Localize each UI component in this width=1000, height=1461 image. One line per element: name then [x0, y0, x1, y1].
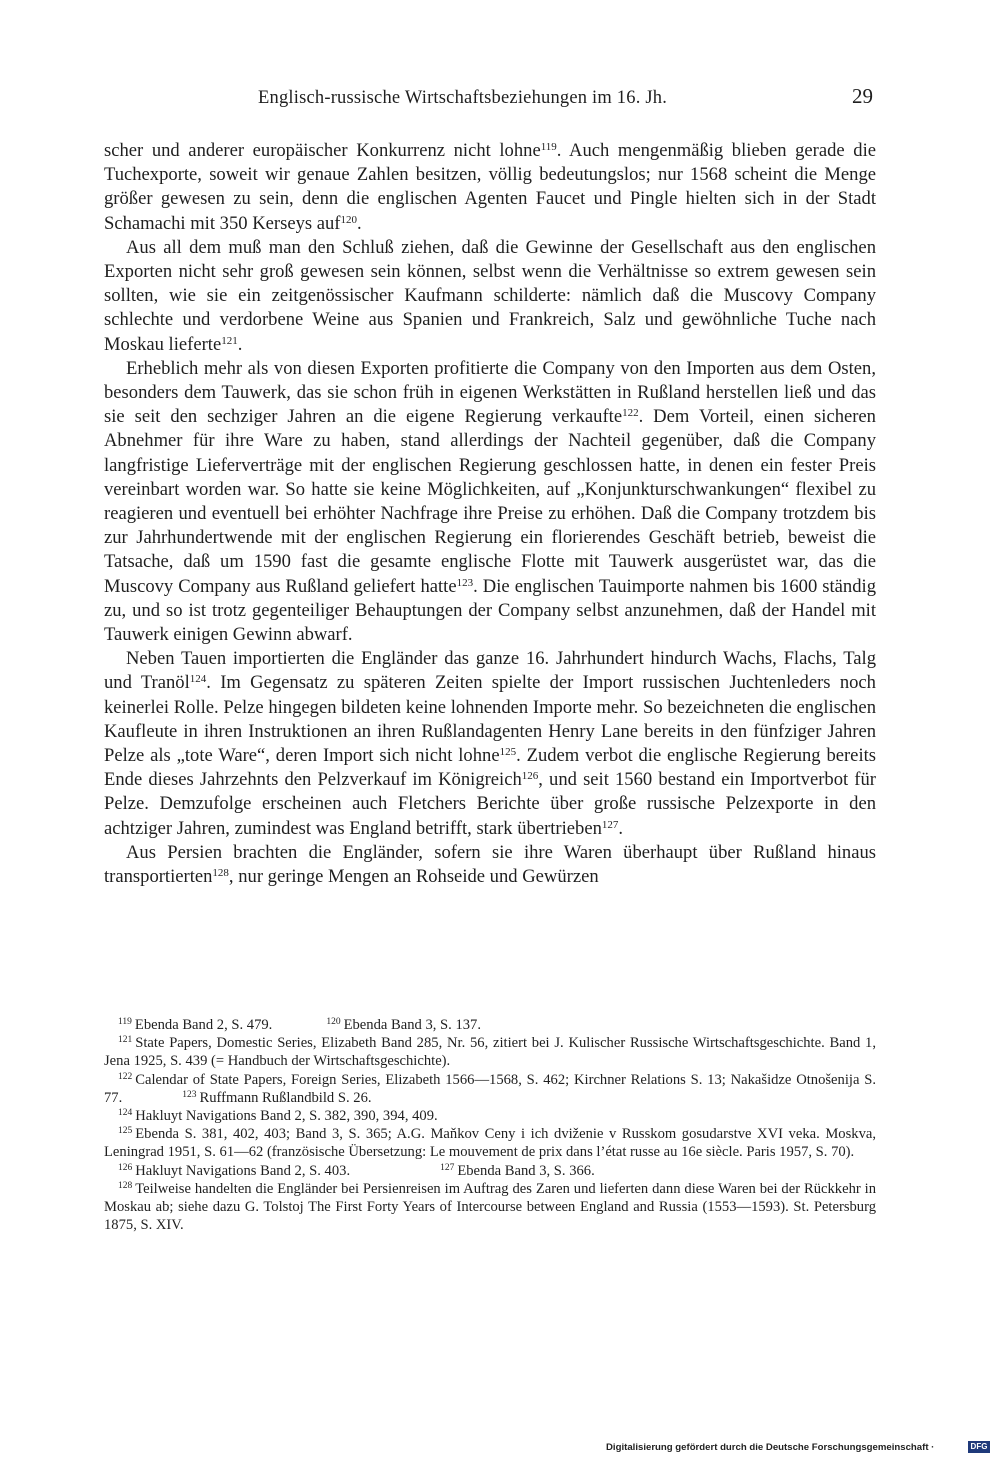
paragraph-2 — [104, 236, 876, 357]
footnote-number: 123 — [182, 1089, 197, 1100]
footnote-128: Teilweise handelten die Engländer bei Persienreisen im Auftrag des Zaren und lieferten dann diese Waren bei der Rückkehr in Moskau ab; siehe dazu G. Tolstoj The First Forty Years of Intercourse between England and Russia (1553—1593). St. Petersburg 1875, S. XIV. — [104, 1180, 876, 1234]
footnote-number: 121 — [118, 1035, 133, 1046]
footnote-ref-121: 121 — [221, 334, 238, 347]
footnote-row-124 — [104, 1107, 876, 1125]
footnote-ref-127: 127 — [601, 818, 619, 831]
text-run: . — [618, 817, 624, 839]
footnote-ref-128: 128 — [212, 867, 229, 880]
footnotes — [104, 1016, 876, 1234]
text-run: Aus Persien brachten die Engländer, sofern sie ihre Waren überhaupt über Rußland hinaus transportierten — [104, 841, 876, 888]
dfg-logo: DFG — [968, 1441, 990, 1453]
page-number: 29 — [852, 84, 873, 108]
footnote-number: 122 — [118, 1071, 133, 1082]
footnote-row-119-120 — [104, 1016, 876, 1034]
footnote-119: Ebenda Band 2, S. 479. — [134, 1017, 273, 1033]
footnote-number: 128 — [118, 1180, 133, 1191]
running-header-title: Englisch-russische Wirtschaftsbeziehungen im 16. Jh. — [258, 88, 668, 108]
footnote-row-128 — [104, 1180, 876, 1235]
text-run: . Im Gegensatz zu späteren Zeiten spielte der Import russischen Juchtenleders noch keinerlei Rolle. Pelze hingegen bildeten keine lohnenden Importe mehr. So bezeichneten die englischen Kaufleute in ihren Instruktionen an ihren Rußlandagenten Henry Lane bereits in den fünfziger Jahren Pelze als „tote Ware“, deren Import sich nicht lohne — [104, 672, 876, 767]
text-run: . Auch mengenmäßig blieben gerade die Tuchexporte, soweit wir genaue Zahlen besitzen, völlig bedeutungslos; nur 1568 scheint die Menge größer gewesen zu sein, denn die englischen Agenten Faucet und Pingle hielten sich in der Stadt Schamachi mit 350 Kerseys auf — [104, 140, 876, 234]
paragraph-3 — [104, 357, 876, 647]
text-run: . Die englischen Tauimporte nahmen bis 1600 ständig zu, und so ist trotz gegenteiliger Behauptungen der Company selbst anzunehmen, daß der Handel mit Tauwerk einigen Gewinn abwarf. — [104, 575, 876, 646]
footnote-number: 119 — [118, 1017, 132, 1027]
running-header — [0, 84, 1000, 114]
footnote-row-125 — [104, 1125, 876, 1161]
footnote-123: Ruffmann Rußlandbild S. 26. — [199, 1089, 372, 1106]
paragraph-5 — [104, 841, 876, 889]
footnote-ref-120: 120 — [340, 213, 357, 226]
footnote-ref-125: 125 — [499, 746, 517, 759]
footnote-125: Ebenda S. 381, 402, 403; Band 3, S. 365; A.G. Maňkov Ceny i ich dviženie v Russkom gosudarstve XVI veka. Moskva, Leningrad 1951, S. 61—62 (französische Übersetzung: Le mouvement de prix dans l’état russe au 16e siècle. Paris 1957, S. 70). — [104, 1126, 876, 1161]
footnote-number: 126 — [118, 1162, 133, 1173]
footnote-row-122-123 — [104, 1071, 876, 1107]
text-run: . Dem Vorteil, einen sicheren Abnehmer für ihre Ware zu haben, stand allerdings der Nachteil gegenüber, daß die Company langfristige Lieferverträge mit der englischen Regierung geschlossen hatte, in denen ein fester Preis vereinbart worden war. So hatte sie keine Möglichkeiten, auf „Konjunkturschwankungen“ flexibel zu reagieren und eventuell bei erhöhter Nachfrage ihre Preise zu erhöhen. Daß die Company trotzdem bis zur Jahrhundertwende mit der englischen Regierung ein florierendes Geschäft betrieb, beweist die Tatsache, daß um 1590 fast die gesamte englische Flotte mit Tauwerk ausgerüstet war, das die Muscovy Company aus Rußland geliefert hatte — [104, 406, 876, 597]
text-run: , und seit 1560 bestand ein Importverbot für Pelze. Demzufolge erscheinen auch Fletchers Berichte über große russische Pelzexporte in den achtziger Jahren, zumindest was England betrifft, stark übertrieben — [104, 769, 876, 839]
text-run: Erheblich mehr als von diesen Exporten profitierte die Company von den Importen aus dem Osten, besonders dem Tauwerk, das sie schon früh in eigenen Werkstätten in Rußland herstellen ließ und das sie seit den sechziger Jahren an die eigene Regierung verkaufte — [104, 357, 876, 428]
footnote-121: State Papers, Domestic Series, Elizabeth Band 285, Nr. 56, zitiert bei J. Kulischer Russische Wirtschaftsgeschichte. Band 1, Jena 1925, S. 439 (= Handbuch der Wirtschaftsgeschichte). — [104, 1035, 876, 1070]
footnote-120: Ebenda Band 3, S. 137. — [343, 1017, 481, 1033]
text-run: Aus all dem muß man den Schluß ziehen, daß die Gewinne der Gesellschaft aus den englischen Exporten nicht sehr groß gewesen sein können, selbst wenn die Verhältnisse so extrem gewesen sein sollten, wie sie ein zeitgenössischer Kaufmann schilderte: nämlich daß die Muscovy Company schlechte und verdorbene Weine aus Spanien und Frankreich, Salz und gewöhnliche Tuche nach Moskau lieferte — [104, 236, 876, 355]
footnote-ref-123: 123 — [456, 576, 474, 589]
footnote-number: 124 — [118, 1108, 133, 1119]
footnote-row-121 — [104, 1034, 876, 1070]
footnote-ref-122: 122 — [622, 407, 639, 420]
text-run: . — [237, 333, 243, 355]
footnote-number: 127 — [440, 1162, 455, 1173]
paragraph-1 — [104, 139, 876, 236]
footnote-ref-126: 126 — [521, 770, 539, 783]
digitization-credit: Digitalisierung gefördert durch die Deutsche Forschungsgemeinschaft · — [606, 1442, 935, 1453]
footnote-ref-119: 119 — [540, 141, 557, 153]
footnote-number: 125 — [118, 1126, 133, 1137]
footnote-row-126-127 — [104, 1162, 876, 1180]
footnote-127: Ebenda Band 3, S. 366. — [457, 1162, 595, 1179]
text-run: , nur geringe Mengen an Rohseide und Gewürzen — [228, 866, 599, 888]
footnote-124: Hakluyt Navigations Band 2, S. 382, 390, 394, 409. — [135, 1108, 438, 1125]
footnote-122: Calendar of State Papers, Foreign Series, Elizabeth 1566—1568, S. 462; Kirchner Relations S. 13; Nakašidze Otnošenija S. 77. — [104, 1071, 876, 1106]
footnote-ref-124: 124 — [189, 673, 207, 686]
text-run: . — [357, 212, 362, 234]
text-run: scher und anderer europäischer Konkurrenz nicht lohne — [104, 140, 541, 161]
text-run: Neben Tauen importierten die Engländer das ganze 16. Jahrhundert hindurch Wachs, Flachs, Talg und Tranöl — [104, 648, 876, 694]
text-run: . Zudem verbot die englische Regierung bereits Ende dieses Jahrzehnts den Pelzverkauf im Königreich — [104, 745, 877, 791]
footnote-number: 120 — [326, 1017, 341, 1027]
footnote-126: Hakluyt Navigations Band 2, S. 403. — [135, 1162, 351, 1179]
paragraph-4 — [104, 647, 876, 841]
body-text — [104, 139, 876, 889]
